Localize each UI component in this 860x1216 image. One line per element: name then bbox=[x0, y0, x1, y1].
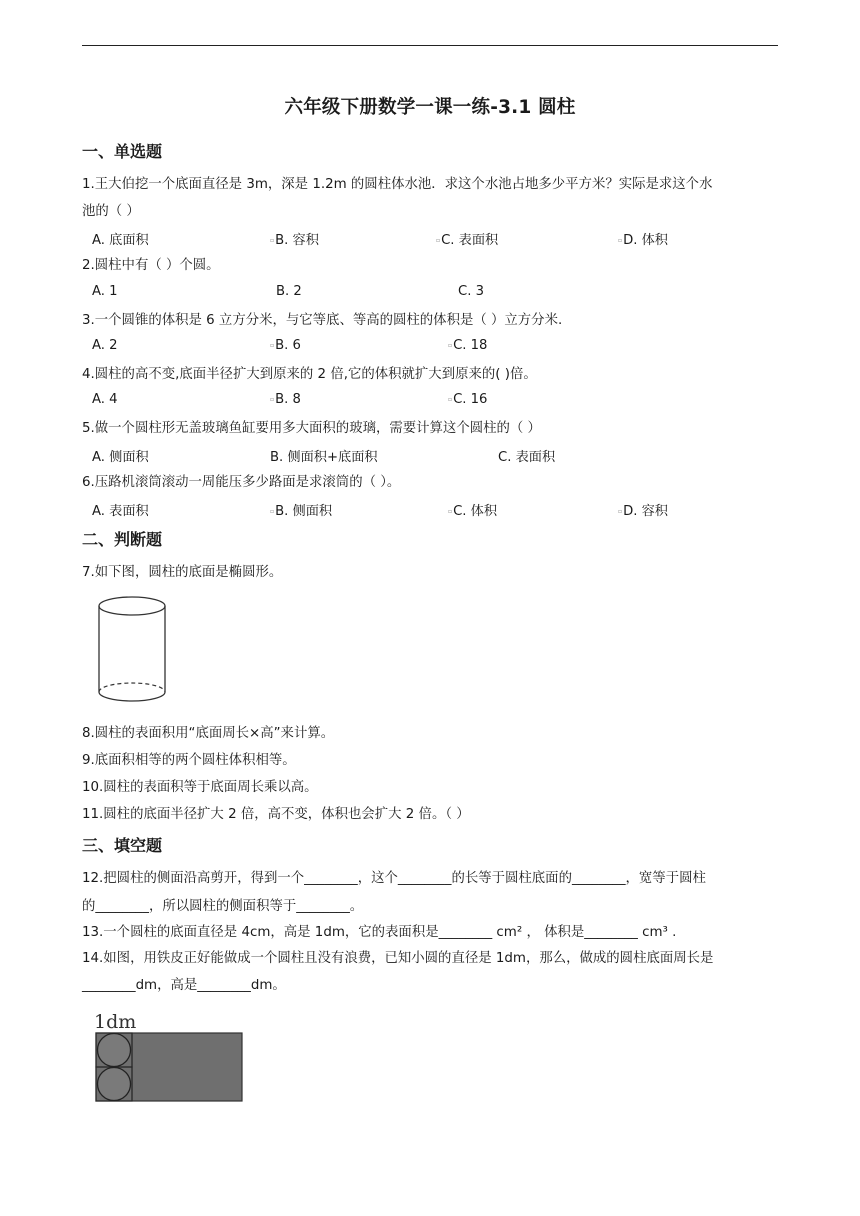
cylinder-bottom-hidden-arc bbox=[99, 683, 165, 692]
cylinder-figure bbox=[94, 594, 174, 710]
question-8: 8.圆柱的表面积用“底面周长×高”来计算。 bbox=[82, 726, 335, 741]
question-3: 3.一个圆锥的体积是 6 立方分米，与它等底、等高的圆柱的体积是（ ）立方分米. bbox=[82, 313, 563, 328]
question-14-line2: ________dm，高是________dm。 bbox=[82, 978, 286, 993]
option-a: A. 表面积 bbox=[92, 504, 149, 519]
option-b: ▫ B. 容积 bbox=[270, 229, 319, 248]
question-11: 11.圆柱的底面半径扩大 2 倍，高不变，体积也会扩大 2 倍。（ ） bbox=[82, 807, 470, 822]
option-c: C. 表面积 bbox=[498, 450, 556, 465]
page-title: 六年级下册数学一课一练-3.1 圆柱 bbox=[284, 97, 576, 118]
figure-label: 1dm bbox=[94, 1011, 137, 1033]
question-3-options bbox=[92, 338, 782, 358]
option-a: A. 侧面积 bbox=[92, 450, 149, 465]
option-a: A. 2 bbox=[92, 338, 118, 353]
option-c: C. 3 bbox=[458, 284, 484, 299]
option-b: B. 侧面积+底面积 bbox=[270, 450, 378, 465]
question-1-line1: 1.王大伯挖一个底面直径是 3m，深是 1.2m 的圆柱体水池．求这个水池占地多少平方米？实际是求这个水 bbox=[82, 177, 713, 192]
option-a: A. 1 bbox=[92, 284, 118, 299]
question-12-line2: 的________，所以圆柱的侧面积等于________。 bbox=[82, 899, 364, 914]
option-c: ▫ C. 表面积 bbox=[436, 229, 498, 248]
option-b: ▫ B. 6 bbox=[270, 338, 301, 353]
iron-sheet-figure bbox=[92, 1008, 246, 1104]
lower-circle bbox=[98, 1068, 131, 1101]
question-5-options bbox=[92, 446, 782, 466]
question-10: 10.圆柱的表面积等于底面周长乘以高。 bbox=[82, 780, 318, 795]
question-4-options bbox=[92, 392, 782, 412]
question-1-line2: 池的（ ） bbox=[82, 204, 140, 219]
option-d: ▫ D. 容积 bbox=[618, 500, 668, 519]
option-b: B. 2 bbox=[276, 284, 302, 299]
question-14-line1: 14.如图，用铁皮正好能做成一个圆柱且没有浪费，已知小圆的直径是 1dm，那么，做成的圆柱底面周长是 bbox=[82, 951, 714, 966]
question-6: 6.压路机滚筒滚动一周能压多少路面是求滚筒的（ ）。 bbox=[82, 475, 401, 490]
question-1-options bbox=[92, 229, 782, 249]
question-6-options bbox=[92, 500, 782, 520]
header-rule bbox=[82, 45, 778, 46]
question-9: 9.底面积相等的两个圆柱体积相等。 bbox=[82, 753, 296, 768]
question-2-options bbox=[92, 284, 782, 304]
section-heading-judge: 二、判断题 bbox=[82, 530, 163, 549]
option-c: ▫ C. 16 bbox=[448, 392, 487, 407]
option-c: ▫ C. 18 bbox=[448, 338, 487, 353]
upper-circle bbox=[98, 1034, 131, 1067]
option-b: ▫ B. 8 bbox=[270, 392, 301, 407]
option-a: A. 4 bbox=[92, 392, 118, 407]
question-4: 4.圆柱的高不变,底面半径扩大到原来的 2 倍,它的体积就扩大到原来的( )倍。 bbox=[82, 367, 537, 382]
option-b: ▫ B. 侧面积 bbox=[270, 500, 332, 519]
option-c: ▫ C. 体积 bbox=[448, 500, 497, 519]
cylinder-bottom-front-arc bbox=[99, 692, 165, 701]
section-heading-choice: 一、单选题 bbox=[82, 142, 163, 161]
question-2: 2.圆柱中有（ ）个圆。 bbox=[82, 258, 220, 273]
option-d: ▫ D. 体积 bbox=[618, 229, 668, 248]
question-7: 7.如下图，圆柱的底面是椭圆形。 bbox=[82, 565, 283, 580]
question-12-line1: 12.把圆柱的侧面沿高剪开，得到一个________，这个________的长等于圆柱底面的________，宽等于圆柱 bbox=[82, 871, 706, 886]
question-13: 13.一个圆柱的底面直径是 4cm，高是 1dm，它的表面积是________ cm² ， 体积是________ cm³ . bbox=[82, 925, 677, 940]
option-a: A. 底面积 bbox=[92, 233, 149, 248]
section-heading-fill: 三、填空题 bbox=[82, 836, 163, 855]
cylinder-top-ellipse bbox=[99, 597, 165, 615]
question-5: 5.做一个圆柱形无盖玻璃鱼缸要用多大面积的玻璃，需要计算这个圆柱的（ ） bbox=[82, 421, 541, 436]
